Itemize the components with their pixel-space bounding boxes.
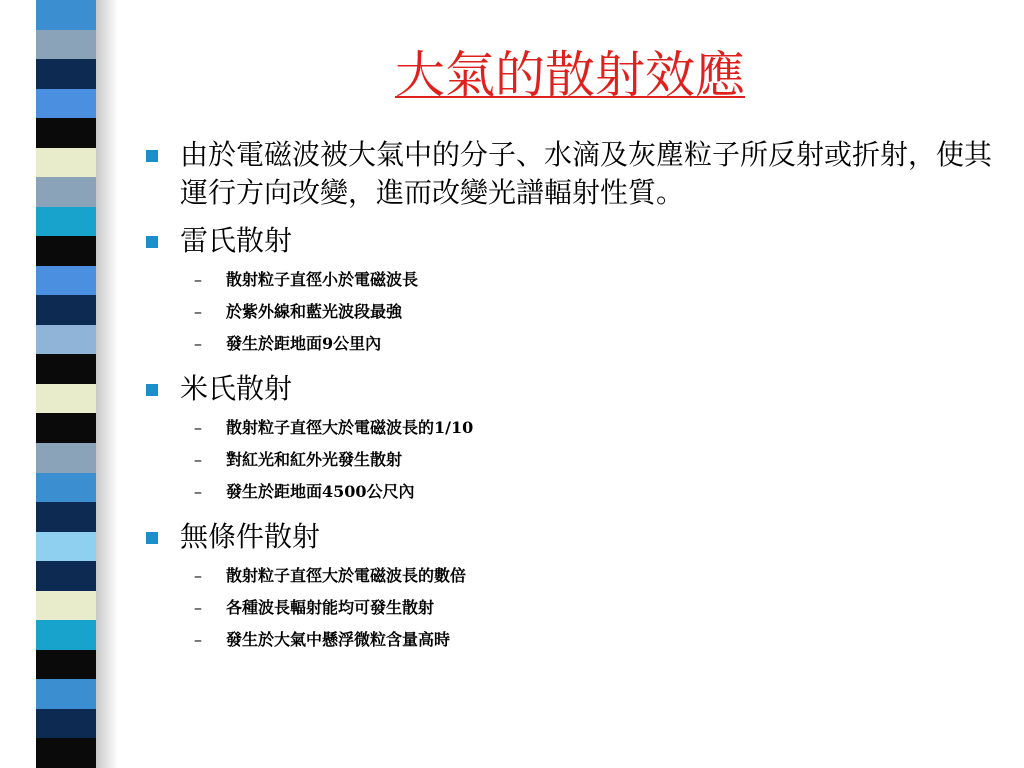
stripe [36,118,96,148]
stripe [36,738,96,768]
slide-content [146,136,1006,666]
sub-bullet-text: 發生於距地面4500公尺內 [226,482,415,501]
bullet-group [146,370,1006,508]
bullet-group [146,136,1006,212]
dash-bullet-icon: – [194,598,202,617]
dash-bullet-icon: – [194,418,202,437]
sub-bullet-item [146,444,1006,476]
sub-bullet-text: 散射粒子直徑大於電磁波長的1/10 [226,418,474,437]
stripe [36,650,96,680]
stripe-column [36,0,96,768]
stripe [36,620,96,650]
sub-bullet-text: 發生於距地面9公里內 [226,334,382,353]
sub-bullet-item [146,412,1006,444]
sub-bullet-text: 散射粒子直徑大於電磁波長的數倍 [226,566,467,585]
square-bullet-icon [146,384,158,396]
stripe [36,443,96,473]
stripe [36,473,96,503]
sub-bullet-text: 對紅光和紅外光發生散射 [226,450,403,469]
stripe [36,89,96,119]
stripe [36,384,96,414]
sub-bullet-item [146,624,1006,656]
stripe [36,354,96,384]
dash-bullet-icon: – [194,302,202,321]
dash-bullet-icon: – [194,482,202,501]
stripe [36,591,96,621]
bullet-group [146,222,1006,360]
square-bullet-icon [146,532,158,544]
stripe [36,266,96,296]
stripe [36,413,96,443]
square-bullet-icon [146,236,158,248]
stripe [36,59,96,89]
slide-title-text: 大氣的散射效應 [395,46,745,104]
bullet-item [146,222,1006,260]
sub-bullet-item [146,296,1006,328]
stripe [36,236,96,266]
bullet-item [146,370,1006,408]
bullet-item [146,136,1006,212]
square-bullet-icon [146,150,158,162]
sub-bullet-item [146,264,1006,296]
sub-bullet-text: 於紫外線和藍光波段最強 [226,302,403,321]
sub-bullet-text: 各種波長輻射能均可發生散射 [226,598,435,617]
dash-bullet-icon: – [194,334,202,353]
stripe-shadow [96,0,118,768]
stripe [36,679,96,709]
dash-bullet-icon: – [194,630,202,649]
sub-bullet-item [146,328,1006,360]
bullet-group [146,518,1006,656]
sub-bullet-item [146,592,1006,624]
stripe [36,177,96,207]
sub-bullet-text: 發生於大氣中懸浮微粒含量高時 [226,630,451,649]
stripe [36,30,96,60]
stripe [36,709,96,739]
stripe [36,207,96,237]
bullet-text: 無條件散射 [180,520,321,553]
dash-bullet-icon: – [194,566,202,585]
bullet-item [146,518,1006,556]
bullet-text: 由於電磁波被大氣中的分子、水滴及灰塵粒子所反射或折射，使其運行方向改變，進而改變光譜輻射性質。 [180,138,993,209]
sub-bullet-item [146,476,1006,508]
sub-bullet-text: 散射粒子直徑小於電磁波長 [226,270,419,289]
stripe [36,295,96,325]
stripe [36,148,96,178]
slide-title [140,40,1000,110]
stripe [36,325,96,355]
stripe [36,502,96,532]
dash-bullet-icon: – [194,450,202,469]
bullet-text: 雷氏散射 [180,224,293,257]
dash-bullet-icon: – [194,270,202,289]
sub-bullet-item [146,560,1006,592]
stripe [36,0,96,30]
stripe [36,532,96,562]
stripe [36,561,96,591]
bullet-text: 米氏散射 [180,372,293,405]
